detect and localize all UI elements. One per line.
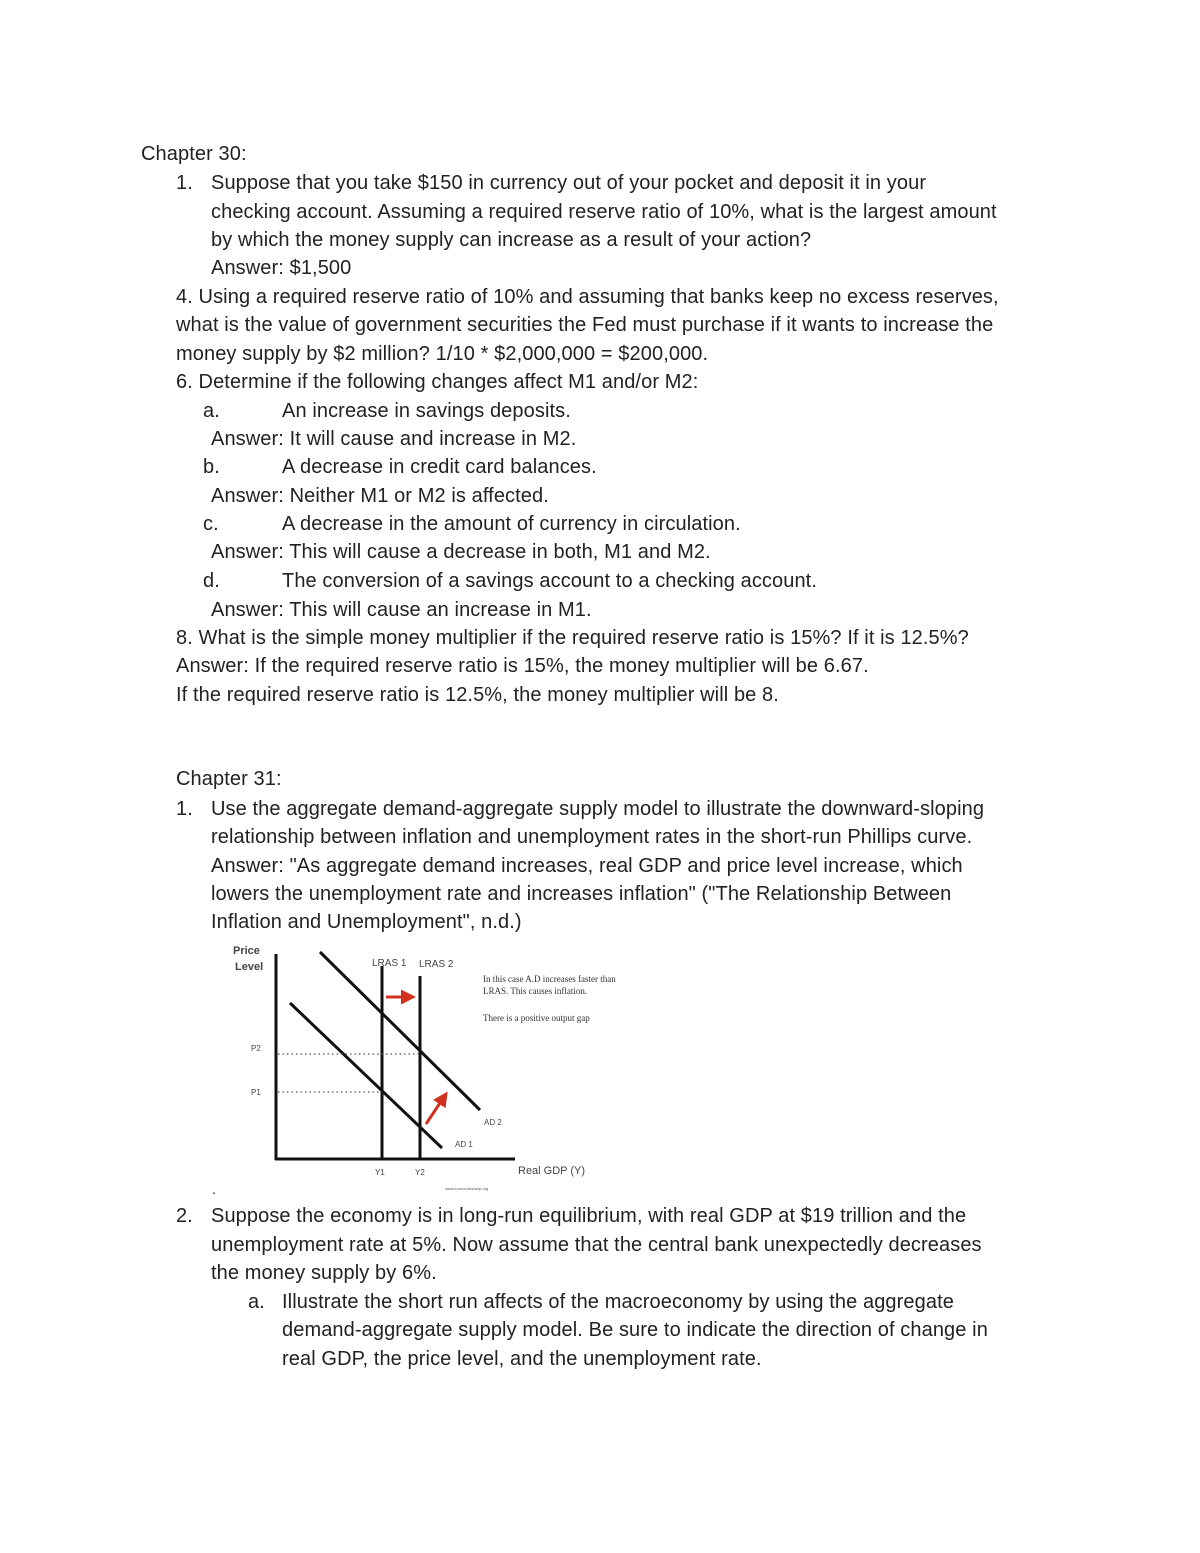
ch31-q2-a-line-2: demand-aggregate supply model. Be sure to indicate the direction of change in (282, 1319, 988, 1341)
ch30-q6-a-text: An increase in savings deposits. (282, 400, 571, 422)
note-line-1: In this case A.D increases faster than (483, 974, 616, 984)
ch30-q6-c-letter: c. (203, 513, 219, 535)
ch30-q6-line: 6. Determine if the following changes affect M1 and/or M2: (176, 371, 699, 393)
ch31-q1-line-4: lowers the unemployment rate and increases inflation" ("The Relationship Between (211, 883, 952, 905)
x-axis-label: Real GDP (Y) (518, 1165, 586, 1177)
ch30-q6-c-text: A decrease in the amount of currency in circulation. (282, 513, 741, 535)
p2-label: P2 (251, 1044, 261, 1053)
ad-shift-arrow (426, 1094, 446, 1124)
ch31-q2-a-letter: a. (248, 1291, 265, 1313)
ch31-q1-line-1: Use the aggregate demand-aggregate supply model to illustrate the downward-sloping (211, 798, 985, 820)
note-line-3: There is a positive output gap (483, 1013, 590, 1023)
ch31-q2-number: 2. (176, 1205, 193, 1227)
ch31-q1-line-3: Answer: "As aggregate demand increases, real GDP and price level increase, which (211, 855, 963, 877)
ch30-q6-a-letter: a. (203, 400, 220, 422)
chapter-30-heading: Chapter 30: (141, 143, 247, 165)
ch30-q8-line-1: 8. What is the simple money multiplier if the required reserve ratio is 15%? If it is 12.5%? (176, 627, 969, 649)
ch31-q1-line-5: Inflation and Unemployment", n.d.) (211, 911, 522, 933)
ch30-q1-line-2: checking account. Assuming a required reserve ratio of 10%, what is the largest amount (211, 201, 997, 223)
ch30-q1-line-1: Suppose that you take $150 in currency out of your pocket and deposit it in your (211, 172, 927, 194)
ch30-q4-line-3: money supply by $2 million? 1/10 * $2,000,000 = $200,000. (176, 343, 709, 365)
ch30-q6-b-text: A decrease in credit card balances. (282, 456, 597, 478)
y-axis-label-price: Price (233, 945, 260, 957)
y1-label: Y1 (375, 1168, 385, 1177)
ch31-q2-line-3: the money supply by 6%. (211, 1262, 437, 1284)
ch30-q6-b-letter: b. (203, 456, 220, 478)
y-axis-label-level: Level (235, 961, 264, 973)
ch30-q6-d-answer: Answer: This will cause an increase in M1. (211, 599, 592, 621)
ch30-q1-answer: Answer: $1,500 (211, 257, 352, 279)
note-line-2: LRAS. This causes inflation. (483, 986, 588, 996)
ch30-q1-line-3: by which the money supply can increase as a result of your action? (211, 229, 812, 251)
source-url: www.economicshelp.org (445, 1186, 489, 1191)
stray-dot: . (212, 1181, 216, 1197)
ch31-q2-a-line-3: real GDP, the price level, and the unemployment rate. (282, 1348, 762, 1370)
ad-2-label: AD 2 (484, 1118, 502, 1127)
ch30-q6-b-answer: Answer: Neither M1 or M2 is affected. (211, 485, 549, 507)
ad-1-label: AD 1 (455, 1140, 473, 1149)
ch31-q2-line-2: unemployment rate at 5%. Now assume that the central bank unexpectedly decreases (211, 1234, 982, 1256)
ch30-q6-c-answer: Answer: This will cause a decrease in both, M1 and M2. (211, 541, 711, 563)
ch30-q4-line-2: what is the value of government securities the Fed must purchase if it wants to increase the (176, 314, 994, 336)
ch31-q2-a-line-1: Illustrate the short run affects of the macroeconomy by using the aggregate (282, 1291, 954, 1313)
ch30-q8-line-3: If the required reserve ratio is 12.5%, the money multiplier will be 8. (176, 684, 779, 706)
p1-label: P1 (251, 1088, 261, 1097)
ch31-q1-line-2: relationship between inflation and unemployment rates in the short-run Phillips curve. (211, 826, 973, 848)
ch30-q6-d-letter: d. (203, 570, 220, 592)
y2-label: Y2 (415, 1168, 425, 1177)
ad-2-curve (320, 952, 480, 1110)
ch30-q1-number: 1. (176, 172, 193, 194)
ch30-q8-line-2: Answer: If the required reserve ratio is 15%, the money multiplier will be 6.67. (176, 655, 869, 677)
chapter-31-heading: Chapter 31: (176, 768, 282, 790)
ch30-q6-d-text: The conversion of a savings account to a checking account. (282, 570, 817, 592)
ad-as-diagram (210, 938, 655, 1198)
lras-2-label: LRAS 2 (419, 959, 454, 970)
ch31-q2-line-1: Suppose the economy is in long-run equilibrium, with real GDP at $19 trillion and the (211, 1205, 967, 1227)
lras-1-label: LRAS 1 (372, 958, 407, 969)
ch31-q1-number: 1. (176, 798, 193, 820)
ch30-q4-line-1: 4. Using a required reserve ratio of 10% and assuming that banks keep no excess reserves, (176, 286, 999, 308)
ch30-q6-a-answer: Answer: It will cause and increase in M2. (211, 428, 577, 450)
